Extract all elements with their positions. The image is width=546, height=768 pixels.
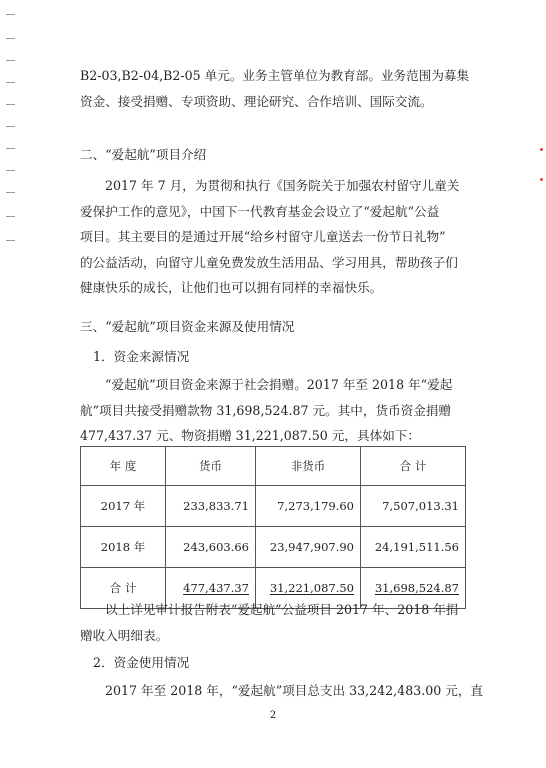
text-line: 2017 年 7 月，为贯彻和执行《国务院关于加强农村留守儿童关 <box>105 178 460 193</box>
donations-table <box>80 446 466 609</box>
text-line: 以上详见审计报告附表“爱起航”公益项目 2017 年、2018 年捐 <box>105 602 459 617</box>
cell-year: 2017 年 <box>81 486 166 527</box>
section-heading-project-intro: 二、“爱起航”项目介绍 <box>80 147 207 162</box>
red-margin-mark <box>540 178 543 181</box>
cell-cash: 243,603.66 <box>166 527 256 568</box>
header-non-cash: 非货币 <box>256 447 361 486</box>
cash-total-value: 477,437.37 <box>183 581 249 595</box>
table-note-paragraph <box>80 597 466 648</box>
cell-total: 7,507,013.31 <box>361 486 466 527</box>
text-line: B2-03,B2-04,B2-05 单元。业务主管单位为教育部。业务范围为募集 <box>80 68 470 83</box>
table-header-row <box>81 447 466 486</box>
text-line: 477,437.37 元、物资捐赠 31,221,087.50 元，具体如下： <box>80 428 420 444</box>
section-heading-funds: 三、“爱起航”项目资金来源及使用情况 <box>80 319 295 334</box>
table-row <box>81 486 466 527</box>
text-line: 2017 年至 2018 年，“爱起航”项目总支出 33,242,483.00 元，直 <box>105 683 484 698</box>
fund-sources-paragraph <box>80 372 466 449</box>
non-cash-total-value: 31,221,087.50 <box>269 581 354 595</box>
cell-year: 2018 年 <box>81 527 166 568</box>
text-line: 爱保护工作的意见》，中国下一代教育基金会设立了“爱起航”公益 <box>80 203 440 219</box>
red-margin-mark <box>540 148 543 151</box>
fund-usage-paragraph <box>80 678 484 704</box>
text-line: 资金、接受捐赠、专项资助、理论研究、合作培训、国际交流。 <box>80 93 433 109</box>
text-line: 赠收入明细表。 <box>80 627 169 643</box>
text-line: “爱起航”项目资金来源于社会捐赠。2017 年至 2018 年“爱起 <box>105 377 453 392</box>
subheading-fund-sources: 1．资金来源情况 <box>93 349 190 364</box>
cell-cash: 233,833.71 <box>166 486 256 527</box>
header-total: 合 计 <box>361 447 466 486</box>
text-line: 的公益活动，向留守儿童免费发放生活用品、学习用具，帮助孩子们 <box>80 254 458 270</box>
left-edge-binding-marks <box>6 0 16 768</box>
project-intro-paragraph <box>80 173 466 301</box>
page-number: 2 <box>269 710 277 721</box>
cell-total-label: 合 计 <box>81 568 166 609</box>
grand-total-value: 31,698,524.87 <box>374 581 459 595</box>
text-line: 健康快乐的成长，让他们也可以拥有同样的幸福快乐。 <box>80 280 383 296</box>
intro-paragraph <box>80 63 470 114</box>
table-row <box>81 527 466 568</box>
subheading-fund-usage: 2．资金使用情况 <box>93 655 190 670</box>
text-line: 项目。其主要目的是通过开展“给乡村留守儿童送去一份节日礼物” <box>80 229 446 245</box>
text-line: 航”项目共接受捐赠款物 31,698,524.87 元。其中，货币资金捐赠 <box>80 402 452 418</box>
header-cash: 货币 <box>166 447 256 486</box>
cell-non-cash: 7,273,179.60 <box>256 486 361 527</box>
cell-total: 24,191,511.56 <box>361 527 466 568</box>
header-year: 年 度 <box>81 447 166 486</box>
cell-non-cash: 23,947,907.90 <box>256 527 361 568</box>
